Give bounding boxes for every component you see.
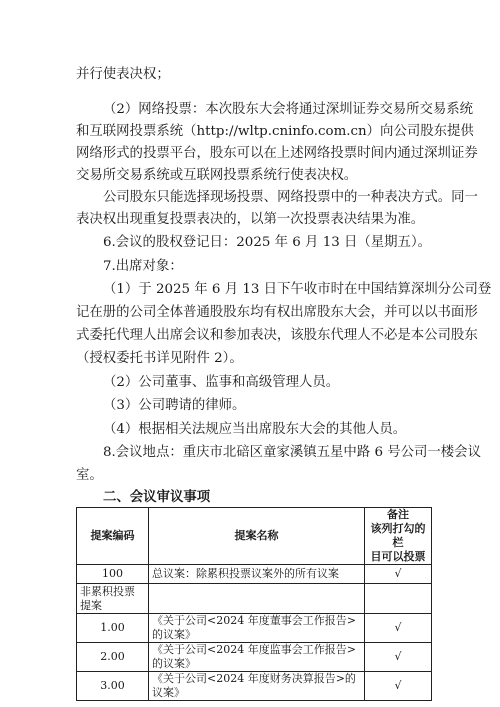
paragraph-attendees-1-line-3: 式委托代理人出席会议和参加表决，该股东代理人不必是本公司股东 <box>76 328 478 343</box>
paragraph-attendees-3: （3）公司聘请的律师。 <box>103 398 246 413</box>
paragraph-attendees-2: （2）公司董事、监事和高级管理人员。 <box>103 375 340 390</box>
section-heading: 二、会议审议事项 <box>103 490 211 505</box>
table-row <box>77 565 432 584</box>
paragraph-online-voting-line-4: 交易所交易系统或互联网投票系统行使表决权。 <box>76 168 358 183</box>
table-row <box>77 614 432 643</box>
header-remark-sub-1: 该列打勾的栏 <box>370 522 426 549</box>
table-row <box>77 584 432 614</box>
paragraph-attendees-1-line-1: （1）于 2025 年 6 月 13 日下午收市时在中国结算深圳分公司登 <box>103 282 492 297</box>
paragraph-online-voting-line-3: 网络形式的投票平台，股东可以在上述网络投票时间内通过深圳证券 <box>76 146 478 161</box>
header-remark-title: 备注 <box>387 508 409 521</box>
proposal-name: 《关于公司<2024 年度董事会工作报告>的议案》 <box>149 614 365 643</box>
paragraph-voting-continuation: 并行使表决权； <box>76 67 170 82</box>
paragraph-voting-method-line-1: 公司股东只能选择现场投票、网络投票中的一种表决方式。同一 <box>103 190 478 205</box>
paragraph-voting-method-line-2: 表决权出现重复投票表决的，以第一次投票表决结果为准。 <box>76 212 425 227</box>
proposal-code: 2.00 <box>77 643 149 672</box>
vote-checkmark <box>365 584 432 614</box>
proposal-code: 非累积投票提案 <box>77 584 149 614</box>
paragraph-attendees-1-line-2: 记在册的公司全体普通股股东均有权出席股东大会，并可以以书面形 <box>76 305 478 320</box>
proposal-name: 总议案：除累积投票议案外的所有议案 <box>149 565 365 584</box>
proposal-code: 100 <box>77 565 149 584</box>
proposal-code: 1.00 <box>77 614 149 643</box>
paragraph-attendees-1-line-4: （授权委托书详见附件 2）。 <box>76 351 243 366</box>
paragraph-online-voting-line-2: 和互联网投票系统（http://wltp.cninfo.com.cn）向公司股东提供 <box>76 124 474 139</box>
vote-checkmark: √ <box>365 614 432 643</box>
header-remark-sub-2: 目可以投票 <box>370 550 426 563</box>
header-proposal-code: 提案编码 <box>77 508 149 565</box>
paragraph-online-voting-line-1: （2）网络投票：本次股东大会将通过深圳证券交易所交易系统 <box>103 102 474 117</box>
header-remark <box>365 508 432 565</box>
proposal-name: 《关于公司<2024 年度财务决算报告>的议案》 <box>149 672 365 701</box>
paragraph-attendees-4: （4）根据相关法规应当出席股东大会的其他人员。 <box>103 422 407 437</box>
proposal-table <box>76 507 432 701</box>
header-proposal-name: 提案名称 <box>149 508 365 565</box>
vote-checkmark: √ <box>365 672 432 701</box>
proposal-code: 3.00 <box>77 672 149 701</box>
table-row <box>77 672 432 701</box>
table-header-row <box>77 508 432 565</box>
vote-checkmark: √ <box>365 643 432 672</box>
proposal-name <box>149 584 365 614</box>
vote-checkmark: √ <box>365 565 432 584</box>
paragraph-attendees-title: 7.出席对象： <box>103 259 183 274</box>
proposal-name: 《关于公司<2024 年度监事会工作报告>的议案》 <box>149 643 365 672</box>
paragraph-venue-line-2: 室。 <box>76 468 103 483</box>
paragraph-record-date: 6.会议的股权登记日：2025 年 6 月 13 日（星期五）。 <box>103 235 432 250</box>
table-row <box>77 643 432 672</box>
paragraph-venue-line-1: 8.会议地点：重庆市北碚区童家溪镇五星中路 6 号公司一楼会议 <box>103 445 481 460</box>
